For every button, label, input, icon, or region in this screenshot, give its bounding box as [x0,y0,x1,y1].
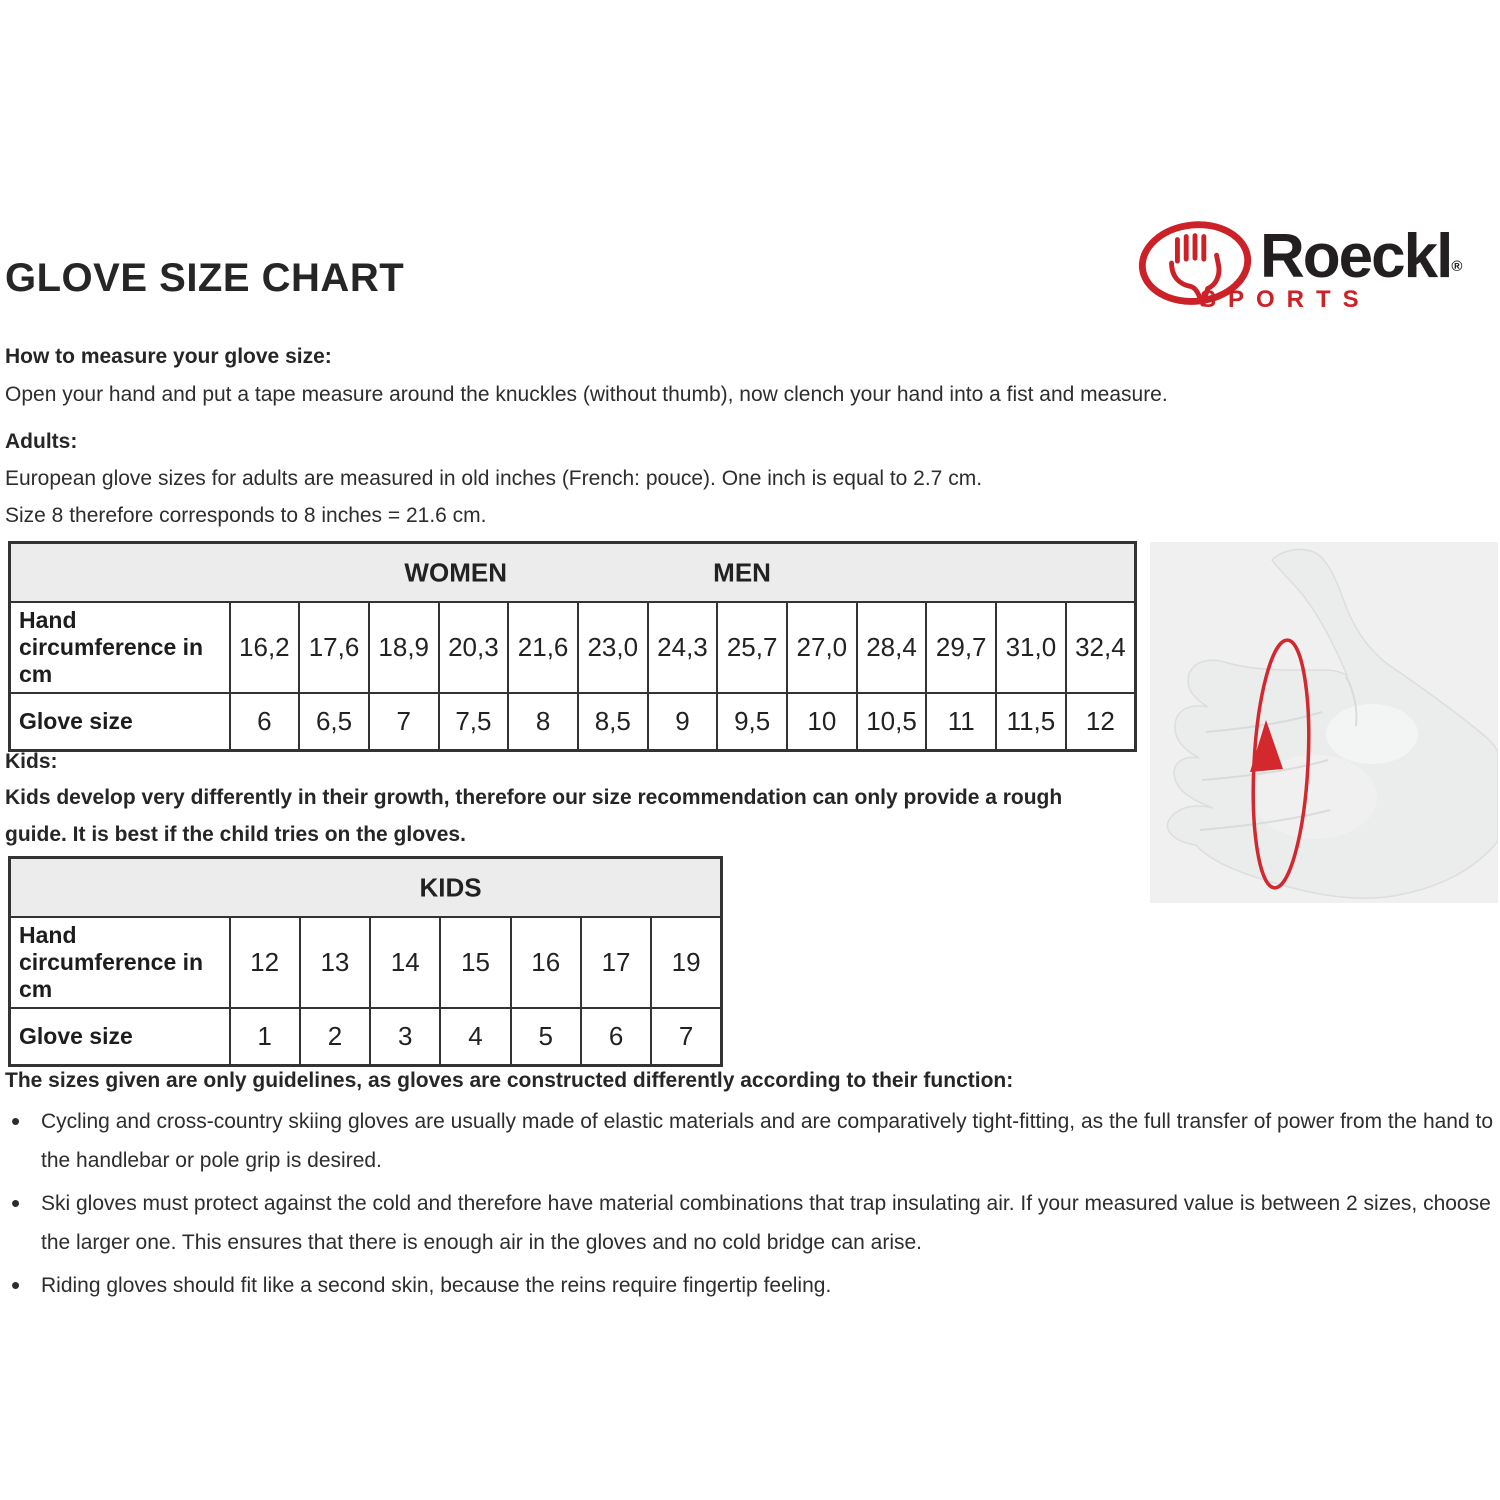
circumference-cell: 25,7 [717,602,787,693]
circumference-cell: 24,3 [648,602,718,693]
adults-text-1: European glove sizes for adults are measured in old inches (French: pouce). One inch is equal to 2.7 cm. [5,467,983,490]
women-header: WOMEN [404,557,507,587]
glove-size-cell: 2 [300,1008,370,1065]
circumference-cell: 28,4 [857,602,927,693]
glove-size-cell: 4 [440,1008,510,1065]
kids-group-header [10,858,722,918]
list-item: • Riding gloves should fit like a second skin, because the reins require fingertip feeling. [5,1266,1495,1305]
hand-photo [1150,542,1498,903]
adults-glove-size-row [10,693,1136,750]
logo-subbrand: SPORTS [1200,286,1371,313]
hand-highlight [1326,704,1418,764]
circumference-cell: 16,2 [230,602,300,693]
circumference-cell: 14 [370,917,440,1008]
circumference-cell: 21,6 [508,602,578,693]
circumference-cell: 19 [651,917,721,1008]
kids-text: Kids develop very differently in their growth, therefore our size recommendation can only provide a rough guide. It is best if the child tries on the gloves. [5,786,1063,846]
guidelines-list [5,1102,1495,1309]
circumference-cell: 17 [581,917,651,1008]
glove-size-cell: 12 [1066,693,1136,750]
glove-size-cell: 8 [508,693,578,750]
hand-measure-figure [1150,542,1498,903]
glove-size-cell: 10,5 [857,693,927,750]
circumference-cell: 13 [300,917,370,1008]
glove-size-cell: 10 [787,693,857,750]
circumference-cell: 23,0 [578,602,648,693]
adults-group-header-row [10,543,1136,603]
glove-size-cell: 8,5 [578,693,648,750]
gender-group-header [10,543,1136,603]
glove-size-cell: 6 [230,693,300,750]
roeckl-logo [1138,220,1500,320]
page-title: GLOVE SIZE CHART [5,256,405,300]
list-item: • Cycling and cross-country skiing gloves are usually made of elastic materials and are comparatively tight-fitting, as the full transfer of power from the hand to the handlebar or pole grip is desired. [5,1102,1495,1180]
kids-group-header-row [10,858,722,918]
kids-header: KIDS [419,872,482,902]
circumference-cell: 27,0 [787,602,857,693]
circumference-cell: 15 [440,917,510,1008]
kids-size-table [8,856,723,1067]
glove-size-cell: 9 [648,693,718,750]
row-label-glove-size: Glove size [10,1008,230,1065]
glove-size-cell: 7 [369,693,439,750]
adults-circumference-row [10,602,1136,693]
circumference-cell: 18,9 [369,602,439,693]
row-label-glove-size: Glove size [10,693,230,750]
glove-size-cell: 7,5 [439,693,509,750]
adults-heading: Adults: [5,430,78,453]
logo-brand-name: Roeckl [1260,222,1452,291]
glove-size-cell: 5 [511,1008,581,1065]
glove-size-cell: 11 [926,693,996,750]
adults-size-table [8,541,1137,752]
row-label-circumference: Hand circumference in cm [10,917,230,1008]
glove-size-cell: 1 [230,1008,300,1065]
circumference-cell: 20,3 [439,602,509,693]
circumference-cell: 12 [230,917,300,1008]
adults-text-2: Size 8 therefore corresponds to 8 inches = 21.6 cm. [5,504,487,527]
list-item: • Ski gloves must protect against the cold and therefore have material combinations that trap insulating air. If your measured value is between 2 sizes, choose the larger one. This ensures that there is enough air in the gloves and no cold bridge can arise. [5,1184,1495,1262]
glove-size-cell: 9,5 [717,693,787,750]
kids-glove-size-row [10,1008,722,1065]
kids-heading: Kids: [5,750,58,773]
circumference-cell: 31,0 [996,602,1066,693]
glove-size-cell: 7 [651,1008,721,1065]
glove-size-cell: 6,5 [299,693,369,750]
registered-mark: ® [1451,258,1463,275]
measure-heading: How to measure your glove size: [5,345,332,368]
men-header: MEN [713,557,771,587]
circumference-cell: 17,6 [299,602,369,693]
glove-size-cell: 6 [581,1008,651,1065]
row-label-circumference: Hand circumference in cm [10,602,230,693]
glove-size-cell: 11,5 [996,693,1066,750]
glove-size-cell: 3 [370,1008,440,1065]
circumference-cell: 29,7 [926,602,996,693]
kids-circumference-row [10,917,722,1008]
guidelines-heading: The sizes given are only guidelines, as gloves are constructed differently according to their function: [5,1069,1014,1092]
circumference-cell: 32,4 [1066,602,1136,693]
measure-text: Open your hand and put a tape measure around the knuckles (without thumb), now clench your hand into a fist and measure. [5,383,1168,406]
circumference-cell: 16 [511,917,581,1008]
